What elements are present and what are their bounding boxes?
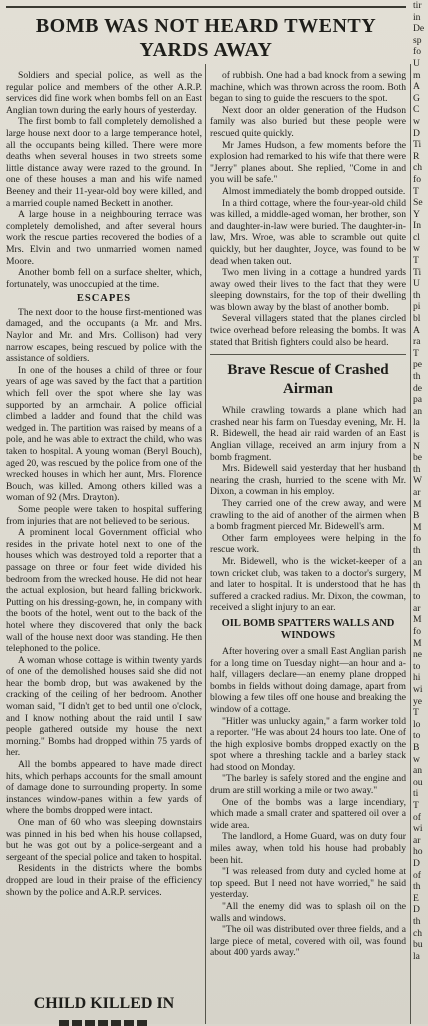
fragment-line: ti — [413, 788, 419, 800]
fragment-line: T — [413, 347, 419, 359]
fragment-line: M — [413, 498, 422, 510]
fragment-line: an — [413, 556, 423, 568]
article-paragraph: While crawling towards a plane which had crashed near his farm on Tuesday evening, Mr. H. R. Bidewell, the head air raid warden of an East Anglian village, received an arm injury from a bomb fragment. — [210, 405, 406, 463]
fragment-line: ch — [413, 927, 423, 939]
article-paragraph: Next door an older generation of the Hudson family was also buried but these people were rescued quite quickly. — [210, 104, 406, 139]
fragment-line: th — [413, 371, 421, 382]
main-headline: BOMB WAS NOT HEARD TWENTY YARDS AWAY — [35, 15, 377, 61]
fragment-line: Y — [413, 208, 420, 220]
fragment-line: pe — [413, 359, 423, 371]
child-killed-headline: CHILD KILLED IN — [33, 995, 175, 1012]
fragment-line: w — [413, 115, 420, 127]
fragment-line: of — [413, 869, 421, 881]
article-paragraph: Some people were taken to hospital suffering from injuries that are not believed to be serious. — [6, 503, 202, 527]
fragment-line: in — [413, 11, 421, 23]
fragment-line: to — [413, 660, 421, 672]
fragment-line: pa — [413, 394, 423, 406]
brave-rescue-paragraphs — [210, 405, 406, 614]
escapes-subheading: ESCAPES — [76, 293, 132, 305]
article-paragraph: After hovering over a small East Anglian parish for a long time on Tuesday night—an hour and a-half, villagers declare—an enemy plane dropped bombs in fields without doing damage, apart from blowing a few tiles off one house and breaking the window of a cottage. — [210, 645, 406, 715]
top-rule — [6, 6, 406, 8]
middle-column — [210, 70, 406, 1020]
fragment-line: tir — [413, 0, 422, 11]
fragment-line: T — [413, 255, 419, 267]
article-paragraph: Several villagers stated that the planes circled twice overhead before releasing the bombs. It was stated that British fighters could also be heard. — [210, 313, 406, 348]
fragment-line: bl — [413, 313, 421, 325]
fragment-line: T — [413, 707, 419, 719]
fragment-line: fo — [413, 626, 421, 638]
article-paragraph: The first bomb to fall completely demolished a large house next door to a large temperance hotel, all the occupants being killed. There were more deaths when several houses in two streets some little distance away were razed to the ground. In one of these houses a man and his wife named Beeney and their 11-year-old boy were killed, and a married couple named Beckett in another. — [6, 116, 202, 209]
article-paragraph: "Hitler was unlucky again," a farm worker told a reporter. "He was about 24 hours too late. One of the high explosive bombs dropped exactly on the spot where a threshing tackle and a barley stack had stood on Monday. — [210, 715, 406, 773]
fragment-line: hi — [413, 672, 421, 684]
fragment-line: De — [413, 23, 425, 35]
article-paragraph: In a third cottage, where the four-year-old child was killed, a middle-aged woman, her brother, son and daughter-in-law were buried. The daughter-in-law, Mrs. Wroe, was able to scramble out quite quickly, but her daughter, Joyce, was found to be dead when taken out. — [210, 197, 406, 267]
article-paragraph: Almost immediately the bomb dropped outside. — [222, 185, 406, 197]
fragment-line: C — [413, 104, 420, 116]
fragment-line: w — [413, 243, 420, 255]
article-paragraph: One man of 60 who was sleeping downstairs was pinned in his bed when his house collapsed, but he was got out by a police-sergeant and a sergeant of the special police and taken to hospital. — [6, 817, 202, 863]
fragment-line: B — [413, 742, 420, 753]
article-paragraph: "The barley is safely stored and the engine and drum are still working a mile or two away." — [210, 773, 406, 797]
article-paragraph: A prominent local Government official who resides in the private hotel next to one of the houses which was destroyed told a reporter that a passage on three or four feet wide divided his bedroom from the wrecked house. He did not hear the actual explosion, but heard falling brickwork. Putting on his dressing-gown, he, in company with the boots of the hotel, went out to the back of the hotel where they discovered that only the back wall of the house next door was standing. He then telephoned to the police. — [6, 527, 202, 655]
fragment-line: R — [413, 150, 420, 162]
cut-off-headline-line — [6, 1014, 202, 1026]
fragment-line: th — [413, 915, 421, 927]
article-paragraph: A large house in a neighbouring terrace was completely demolished, and after several hours work the rescue parties recovered the bodies of a Mrs. Elvin and two unmarried women named Moore. — [6, 209, 202, 267]
article-paragraph: The next door to the house first-mentioned was damaged, and the occupants (a Mr. and Mrs. Naylor and Mr. and Mrs. Collison) had very narrow escapes, being rescued by police with the assistance of soldiers. — [6, 306, 202, 365]
fragment-line: bu — [413, 939, 423, 951]
fragment-line: fo — [413, 46, 421, 58]
fragment-line: M — [413, 568, 422, 580]
fragment-line: D — [413, 904, 420, 916]
article-paragraph: of rubbish. One had a bad knock from a sewing machine, which was thrown across the room. Both began to sing to guide the rescuers to the spot. — [210, 70, 406, 105]
oil-bomb-paragraphs — [210, 646, 406, 959]
fragment-line: ho — [413, 846, 423, 858]
fragment-line: N — [413, 440, 420, 452]
fragment-line: m — [413, 69, 421, 81]
fragment-line: be — [413, 452, 423, 464]
article-paragraph: "I was released from duty and cycled home at top speed. But I need not have worried," he said yesterday. — [210, 866, 406, 901]
fragment-line: Ti — [413, 266, 422, 278]
fragment-line: M — [413, 637, 422, 649]
article-paragraph: Two men living in a cottage a hundred yards away owed their lives to the fact that they were sleeping downstairs, for the top of their dwelling was blown away by the blast of another bomb. — [210, 267, 406, 313]
article-paragraph: "The oil was distributed over three fields, and a large piece of metal, covered with oil, was found about 400 yards away." — [210, 924, 406, 959]
article-paragraph: All the bombs appeared to have made direct hits, which perhaps accounts for the small amount of damage done to surrounding property. In some instances window-panes within a few yards of where the bombs dropped were intact. — [6, 759, 202, 817]
article-paragraph: "All the enemy did was to splash oil on the walls and windows. — [210, 901, 406, 924]
fragment-line: to — [413, 591, 421, 603]
fragment-line: D — [413, 857, 420, 869]
fragment-line: wi — [413, 684, 423, 696]
fragment-line: pi — [413, 301, 421, 313]
fragment-line: U — [413, 278, 420, 290]
fragment-line: ar — [413, 834, 421, 846]
article-paragraph: A woman whose cottage is within twenty yards of one of the demolished houses said she did not hear the bomb drop, but was awakened by the cracking of the ceiling of her bedroom. Another woman said, "I didn't get to bed until one o'clock, and I know nothing about the raid until I saw people gathered outside my house the next morning." Bombs had dropped within 75 yards of her. — [6, 654, 202, 759]
article-paragraph: In one of the houses a child of three or four years of age was saved by the fact that a partition which fell over the spot where she lay was supported by an armchair. A police official climbed a ladder and found that the child was wedged in. The partition was raised by means of a pole, and he was able to extract the child, who was taken to hospital. A young woman (Beryl Bouch), aged 20, was rescued by the police from one of the wrecked houses in which her aunt, Mrs. Florence Bouch, was killed. Among others killed was a woman of 92 (Mrs. Drayton). — [6, 364, 202, 504]
fragment-line: cl — [413, 231, 420, 243]
fragment-line: Ti — [413, 139, 422, 151]
fragment-line: E — [413, 892, 419, 904]
fragment-line: ne — [413, 649, 423, 661]
fragment-line: B — [413, 510, 420, 522]
fragment-line: la — [413, 417, 420, 429]
fragment-line: is — [413, 428, 420, 440]
fragment-line: th — [413, 544, 421, 556]
article-paragraph: Mrs. Bidewell said yesterday that her husband nearing the crash, hurried to the scene with Mr. Dixon, a cowman in his employ. — [210, 463, 406, 498]
adjacent-column-fragment — [413, 0, 428, 1024]
fragment-line: ra — [413, 336, 421, 348]
fragment-line: th — [413, 881, 421, 893]
fragment-line: la — [413, 950, 420, 962]
fragment-line: In — [413, 220, 421, 232]
fragment-line: U — [413, 57, 420, 69]
fragment-line: w — [413, 753, 420, 765]
fragment-line: of — [413, 811, 421, 823]
article-paragraph: Another bomb fell on a surface shelter, which, fortunately, was unoccupied at the time. — [6, 267, 202, 290]
column-divider — [205, 64, 206, 1024]
article-paragraph: Other farm employees were helping in the rescue work. — [210, 532, 406, 556]
fragment-line: D — [413, 127, 420, 139]
fragment-line: to — [413, 730, 421, 742]
escapes-paragraphs — [6, 307, 202, 898]
fragment-line: an — [413, 405, 423, 417]
fragment-line: T — [413, 185, 419, 197]
article-paragraph: Soldiers and special police, as well as the regular police and members of the other A.R.P. services did fine work when bombs fell on an East Anglian town during the early hours of yesterday. — [6, 70, 202, 116]
article-paragraph: They carried one of the crew away, and were crawling to the aid of another of the airmen when a bomb fragment pierced Mr. Bidewell's arm. — [210, 498, 406, 533]
fragment-line: ar — [413, 486, 421, 498]
story-divider — [210, 354, 406, 355]
fragment-line: ar — [413, 602, 421, 614]
fragment-line: ch — [413, 162, 423, 174]
intro-paragraphs — [6, 70, 202, 290]
fragment-line: th — [413, 289, 421, 301]
fragment-line: lo — [413, 718, 421, 730]
fragment-line: th — [413, 579, 421, 591]
oil-bomb-headline: OIL BOMB SPATTERS WALLS AND WINDOWS — [221, 617, 395, 641]
fragment-line: W — [413, 475, 423, 487]
article-paragraph: The landlord, a Home Guard, was on duty four miles away, when told his house had probably been hit. — [210, 831, 406, 866]
brave-rescue-headline: Brave Rescue of Crashed Airman — [227, 362, 389, 398]
fragment-line: fo — [413, 533, 421, 545]
fragment-line: ye — [413, 695, 423, 707]
fragment-line: ou — [413, 776, 423, 788]
fragment-line: A — [413, 324, 420, 336]
fragment-line: an — [413, 765, 423, 777]
left-column — [6, 70, 202, 995]
article-paragraph: Mr James Hudson, a few moments before the explosion had remarked to his wife that there were "Jerry" planes about. She replied, "Come in and you will be safe." — [210, 139, 406, 186]
fragment-line: G — [413, 92, 420, 104]
article-paragraph: One of the bombs was a large incendiary, which made a small crater and spattered oil over a wide area. — [210, 796, 406, 831]
fragment-line: A — [413, 81, 420, 93]
fragment-line: sp — [413, 34, 422, 46]
article-paragraph: Mr. Bidewell, who is the wicket-keeper of a town cricket club, was taken to a doctor's surgery, and later to hospital. It is understood that he has suffered a cracked radius. Mr. Dixon, the cowman, received a slight injury to an ear. — [210, 555, 406, 614]
fragment-line: T — [413, 799, 419, 811]
column-divider — [410, 64, 411, 1024]
fragment-line: Se — [413, 197, 423, 209]
fragment-line: th — [413, 463, 421, 475]
fragment-line: fo — [413, 173, 421, 185]
fragment-line: M — [413, 614, 422, 626]
article-paragraph: Residents in the districts where the bombs dropped are loud in their praise of the efficiency shown by the police and A.R.P. services. — [6, 863, 202, 898]
fragment-line: M — [413, 521, 422, 533]
continued-story-paragraphs — [210, 70, 406, 348]
fragment-line: de — [413, 382, 423, 394]
fragment-line: wi — [413, 823, 423, 835]
